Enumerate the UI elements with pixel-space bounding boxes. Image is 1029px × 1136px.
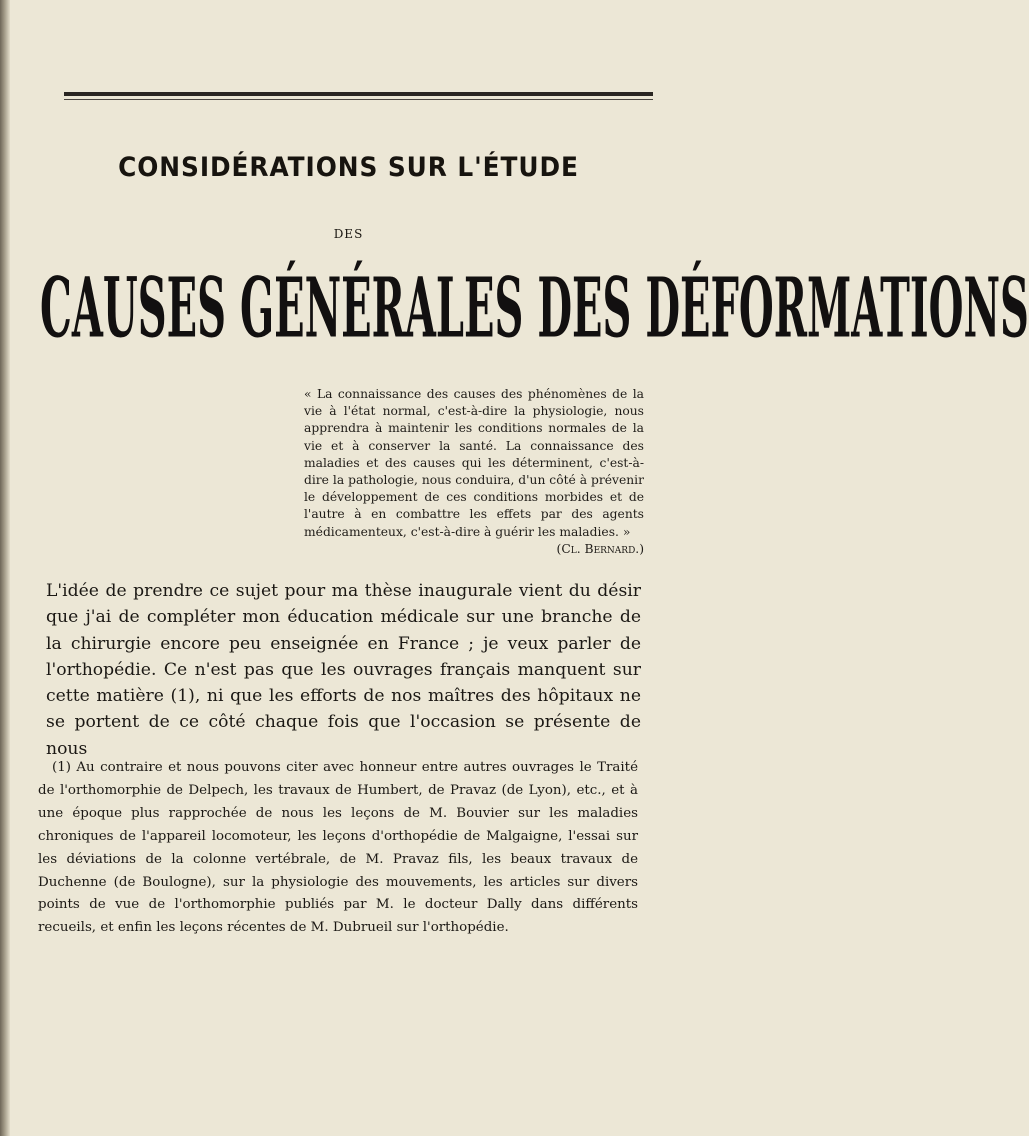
title-connector: DES <box>333 227 364 241</box>
title-main: CONSIDÉRATIONS SUR L'ÉTUDE <box>118 152 579 183</box>
top-rule-thin <box>64 99 653 100</box>
epigraph-attribution: (Cl. Bernard.) <box>556 541 644 556</box>
body-paragraph: L'idée de prendre ce sujet pour ma thèse inaugurale vient du désir que j'ai de compléter mon éducation médicale sur une branche de la chirurgie encore peu enseignée en France ; je veux parler de l'orthopédie. Ce n'est pas que les ouvrages français manquent sur cette matière (1), ni que les efforts de nos maîtres des hôpitaux ne se portent de ce côté chaque fois que l'occasion se présente de nous <box>46 581 641 759</box>
epigraph-text: « La connaissance des causes des phénomènes de la vie à l'état normal, c'est-à-dire la physiologie, nous apprendra à maintenir les conditions normales de la vie et à conserver la santé. La connaissance des maladies et des causes qui les déterminent, c'est-à-dire la pathologie, nous conduira, d'un côté à prévenir le développement de ces conditions morbides et de l'autre à en combattre les effets par des agents médicamenteux, c'est-à-dire à guérir les maladies. » <box>304 387 644 539</box>
footnote-text: (1) Au contraire et nous pouvons citer avec honneur entre autres ouvrages le Traité de l'orthomorphie de Delpech, les travaux de Humbert, de Pravaz (de Lyon), etc., et à une époque plus rapprochée de nous les leçons de M. Bouvier sur les maladies chroniques de l'appareil locomoteur, les leçons d'orthopédie de Malgaigne, l'essai sur les déviations de la colonne vertébrale, de M. Pravaz fils, les beaux travaux de Duchenne (de Boulogne), sur la physiologie des mouvements, les articles sur divers points de vue de l'orthomorphie publiés par M. le docteur Dally dans différents recueils, et enfin les leçons récentes de M. Dubrueil sur l'orthopédie. <box>38 760 638 936</box>
footnote <box>38 757 638 940</box>
page-binding-edge <box>0 0 10 1136</box>
top-rule <box>64 92 653 96</box>
title-big: CAUSES GÉNÉRALES DES DÉFORMATIONS <box>40 260 1029 358</box>
epigraph <box>304 386 644 558</box>
